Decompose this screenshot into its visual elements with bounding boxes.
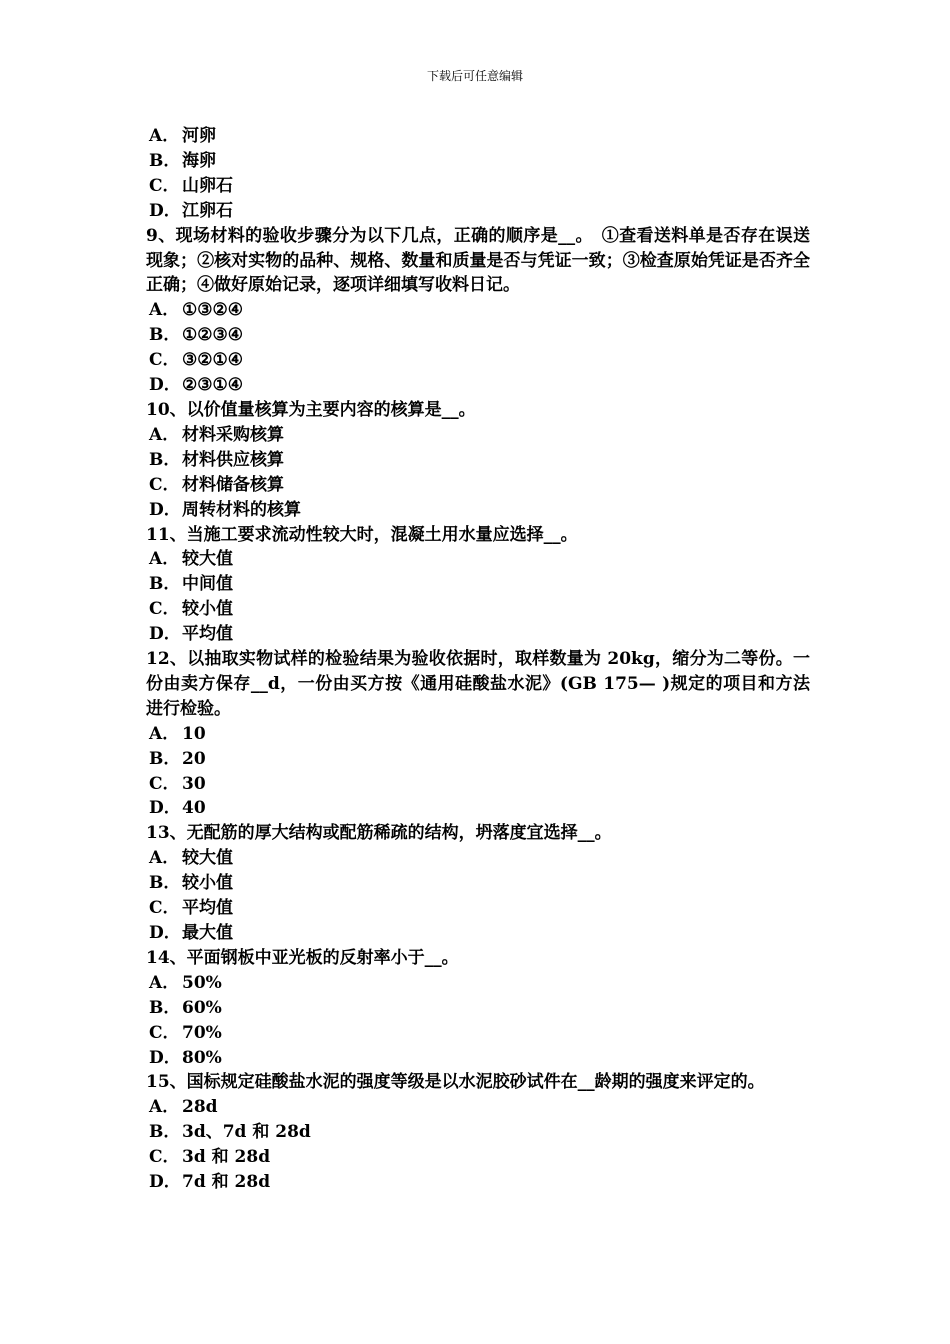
option-text: 平均值 [182, 624, 233, 645]
option-letter: B． [149, 150, 181, 171]
option-letter: D． [149, 923, 181, 943]
option-c [146, 473, 810, 498]
question-15: 15、国标规定硅酸盐水泥的强度等级是以水泥胶砂试件在__龄期的强度来评定的。 [146, 1072, 765, 1093]
question-14: 14、平面钢板中亚光板的反射率小于__。 [146, 947, 459, 968]
option-text: 海卵 [182, 150, 216, 171]
option-letter: A． [149, 972, 180, 993]
option-letter: B． [149, 748, 181, 769]
option-b [146, 572, 810, 597]
option-letter: A． [149, 848, 180, 869]
option-text: 7d 和 28d [182, 1172, 271, 1193]
option-text: 40 [182, 798, 206, 819]
option-b [146, 996, 810, 1021]
option-c [146, 174, 810, 199]
option-letter: A． [149, 549, 180, 570]
option-text: 江卵石 [182, 200, 233, 221]
option-text: 材料供应核算 [182, 449, 284, 470]
option-text: 较大值 [182, 549, 233, 570]
option-c [146, 348, 810, 373]
option-c [146, 1145, 810, 1170]
option-c [146, 1021, 810, 1046]
option-text: 70% [182, 1022, 222, 1043]
option-text: 28d [182, 1097, 218, 1118]
option-b [146, 149, 810, 174]
option-d [146, 921, 810, 946]
question-11: 11、当施工要求流动性较大时，混凝土用水量应选择__。 [146, 524, 578, 545]
option-letter: C． [149, 350, 180, 371]
option-a [146, 124, 810, 149]
option-letter: A． [149, 424, 180, 445]
option-text: ①③②④ [182, 300, 243, 321]
option-b [146, 448, 810, 473]
option-d [146, 796, 810, 821]
option-a [146, 423, 810, 448]
option-letter: D． [149, 624, 181, 645]
option-letter: B． [149, 325, 181, 346]
option-text: 50% [182, 972, 222, 993]
option-letter: D． [149, 200, 181, 221]
option-letter: C． [149, 1022, 180, 1043]
option-letter: A． [149, 1097, 180, 1118]
option-text: 中间值 [182, 574, 233, 595]
option-d [146, 373, 810, 398]
question-12: 12、以抽取实物试样的检验结果为验收依据时，取样数量为 20kg，缩分为二等份。一份由卖方保存__d，一份由买方按《通用硅酸盐水泥》(GB 175— )规定的项目和方法进行检验。 [146, 649, 810, 719]
option-c [146, 597, 810, 622]
option-text: 材料采购核算 [182, 424, 284, 445]
option-b [146, 747, 810, 772]
option-b [146, 1120, 810, 1145]
option-b [146, 323, 810, 348]
option-letter: B． [149, 574, 181, 595]
option-d [146, 1170, 810, 1195]
option-c [146, 772, 810, 797]
option-text: 较大值 [182, 848, 233, 869]
option-a [146, 722, 810, 747]
document-body [146, 124, 810, 1195]
option-text: 较小值 [182, 599, 233, 620]
option-d [146, 622, 810, 647]
option-letter: B． [149, 873, 181, 894]
option-letter: B． [149, 1122, 181, 1143]
option-d [146, 498, 810, 523]
option-a [146, 547, 810, 572]
option-text: ②③①④ [182, 375, 243, 396]
option-text: 较小值 [182, 873, 233, 894]
option-letter: C． [149, 773, 180, 794]
option-letter: D． [149, 1172, 181, 1193]
option-letter: C． [149, 474, 180, 495]
page-header-note: 下载后可任意编辑 [426, 69, 523, 83]
option-a [146, 1095, 810, 1120]
option-text: 10 [182, 723, 206, 744]
option-letter: D． [149, 499, 181, 520]
option-text: 3d、7d 和 28d [182, 1122, 311, 1143]
option-letter: D． [149, 1047, 181, 1068]
option-text: 河卵 [182, 126, 216, 146]
option-text: 山卵石 [182, 175, 233, 196]
option-letter: C． [149, 175, 180, 196]
option-letter: A． [149, 300, 180, 321]
option-d [146, 1046, 810, 1071]
option-text: 3d 和 28d [182, 1147, 271, 1168]
option-d [146, 199, 810, 224]
option-a [146, 298, 810, 323]
question-10: 10、以价值量核算为主要内容的核算是__。 [146, 399, 476, 420]
option-text: 材料储备核算 [182, 474, 284, 495]
question-13: 13、无配筋的厚大结构或配筋稀疏的结构，坍落度宜选择__。 [146, 823, 612, 844]
option-letter: C． [149, 898, 180, 919]
option-a [146, 971, 810, 996]
question-9: 9、现场材料的验收步骤分为以下几点，正确的顺序是__。 ①查看送料单是否存在误送现象；②核对实物的品种、规格、数量和质量是否与凭证一致；③检查原始凭证是否齐全正确；④做好原始记录，逐项详细填写收料日记。 [146, 225, 810, 296]
option-letter: A． [149, 126, 180, 146]
option-a [146, 846, 810, 871]
option-text: 80% [182, 1047, 222, 1068]
option-letter: C． [149, 1147, 180, 1168]
option-letter: A． [149, 723, 180, 744]
option-c [146, 896, 810, 921]
option-text: 30 [182, 773, 206, 794]
option-text: 平均值 [182, 898, 233, 919]
option-letter: B． [149, 997, 181, 1018]
option-letter: D． [149, 375, 181, 396]
option-letter: C． [149, 599, 180, 620]
option-b [146, 871, 810, 896]
option-letter: B． [149, 449, 181, 470]
option-text: ①②③④ [182, 325, 243, 346]
option-letter: D． [149, 798, 181, 819]
option-text: ③②①④ [182, 350, 243, 371]
option-text: 最大值 [182, 923, 233, 943]
option-text: 60% [182, 997, 222, 1018]
option-text: 周转材料的核算 [182, 499, 301, 520]
option-text: 20 [182, 748, 206, 769]
